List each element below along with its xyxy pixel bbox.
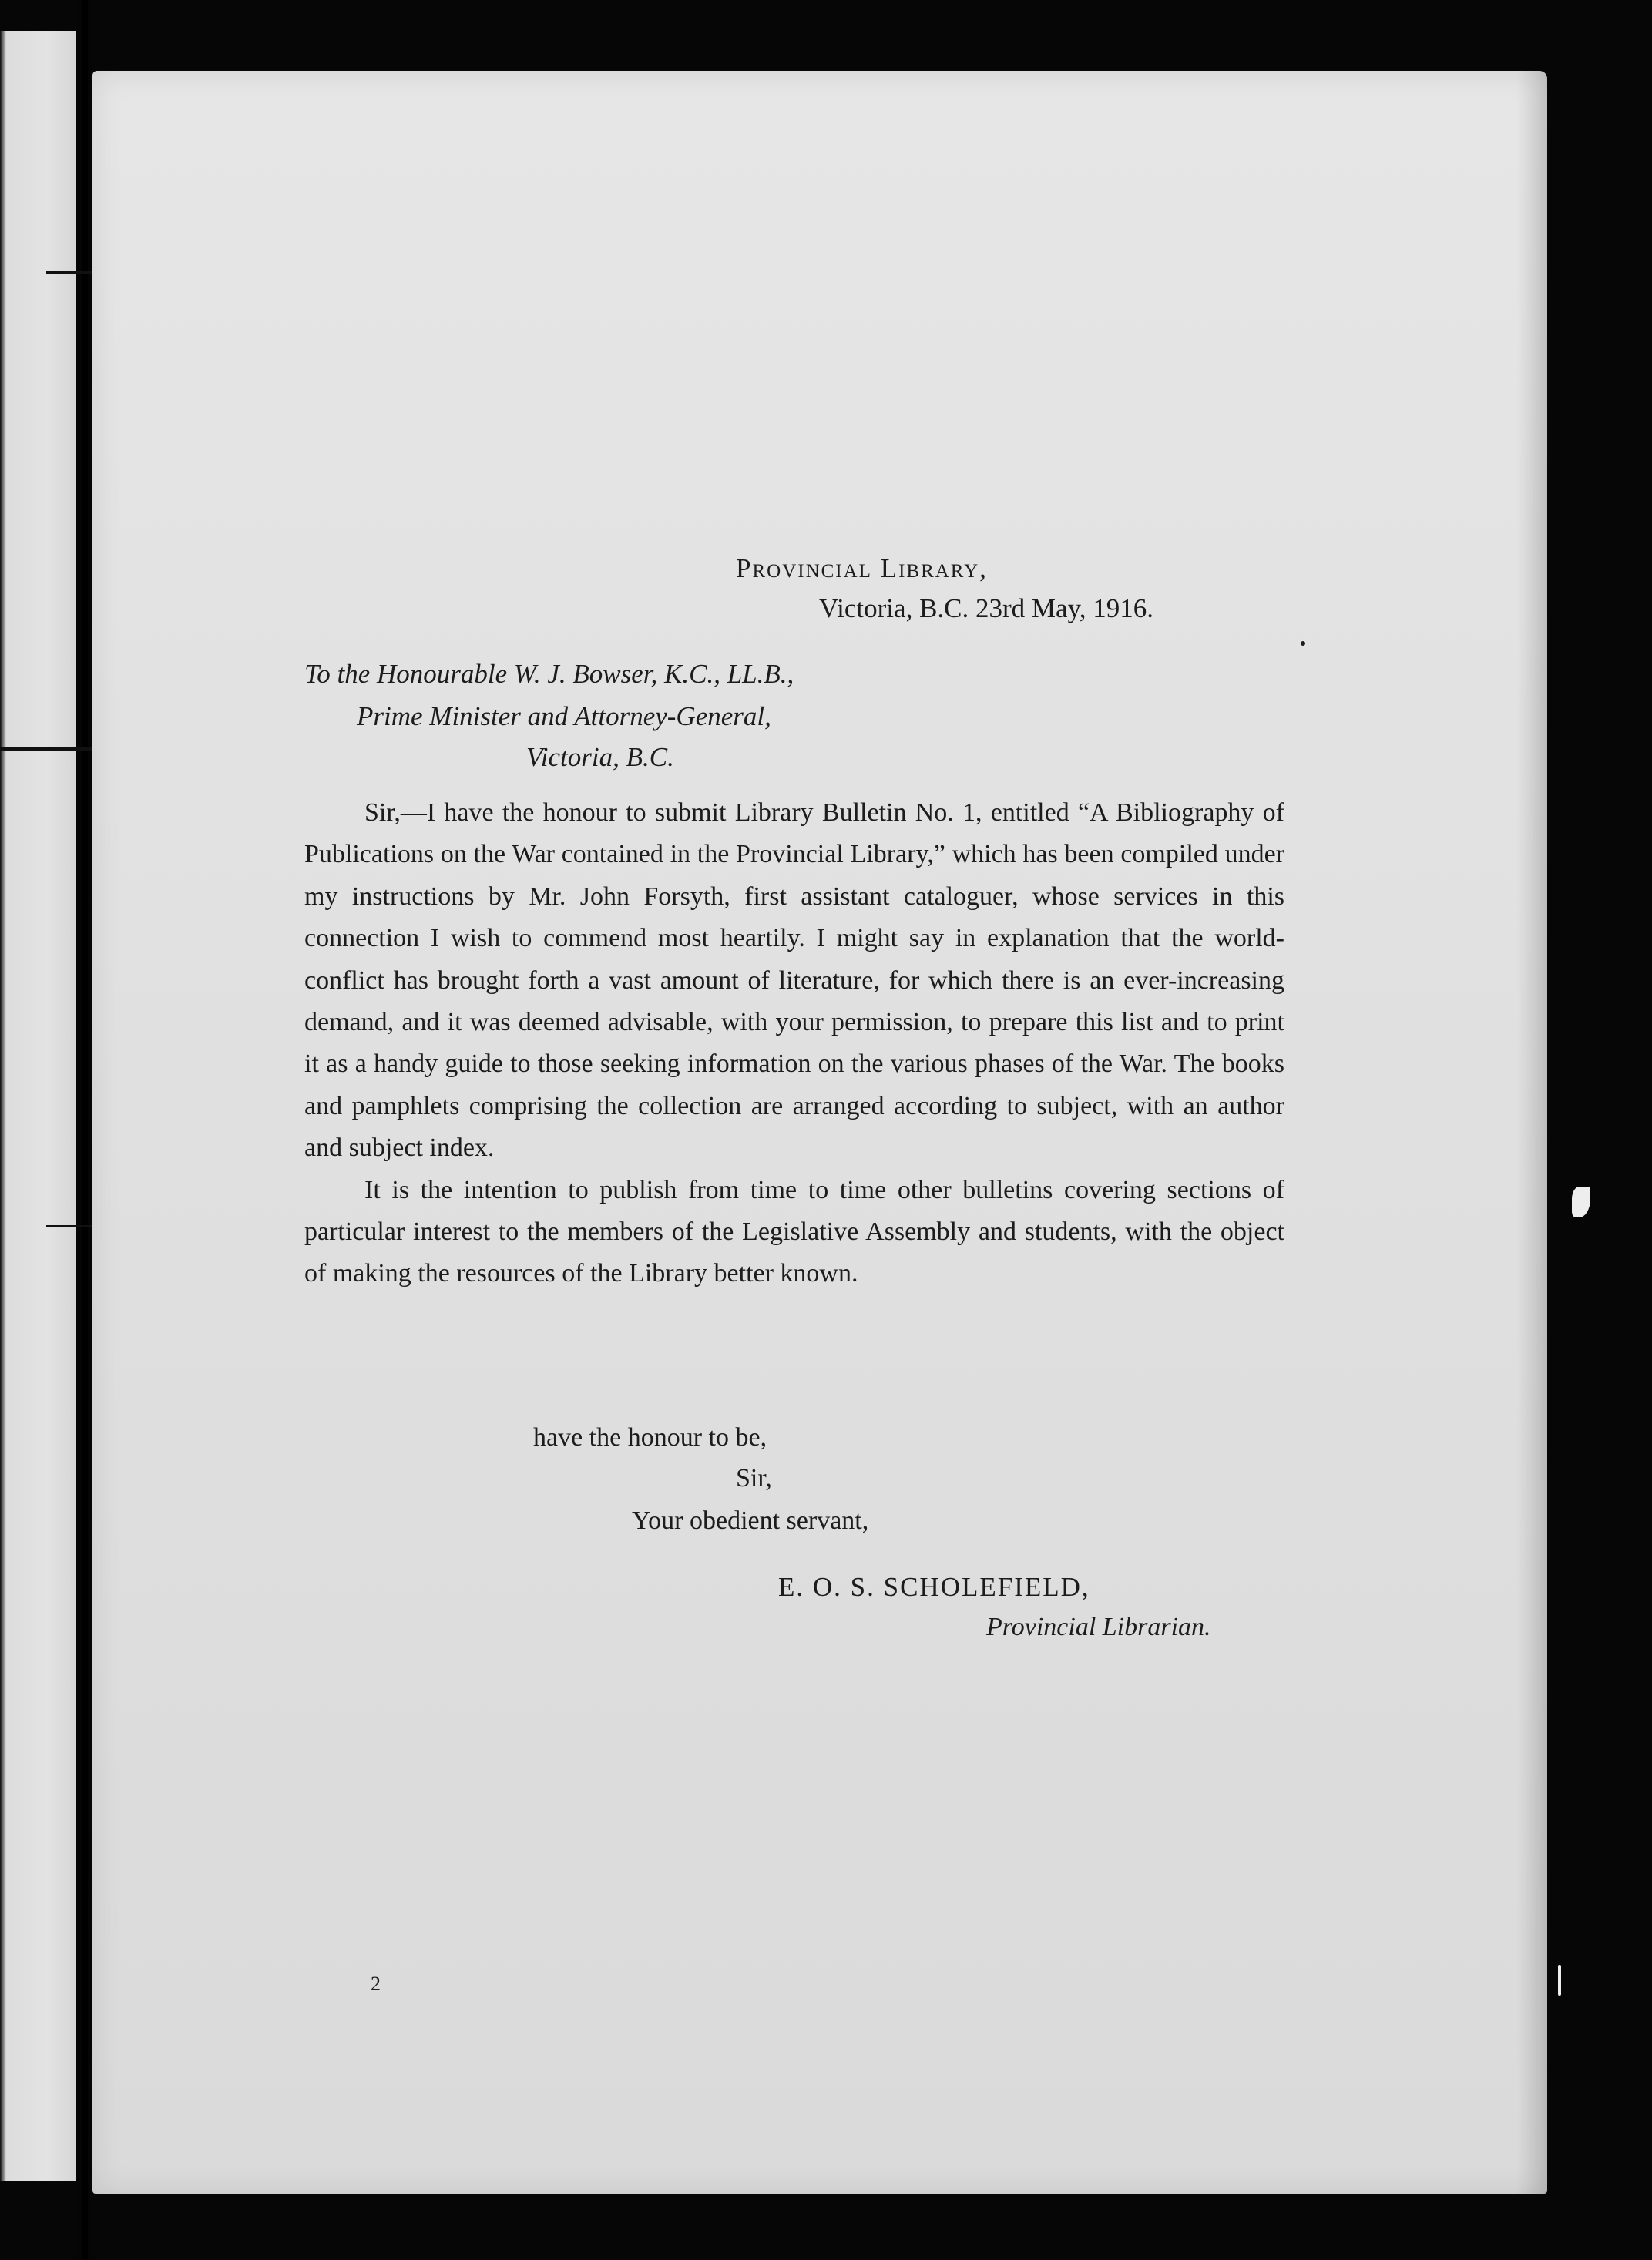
letterhead-line-2: Victoria, B.C. 23rd May, 1916. [819,593,1154,623]
spine-gutter [82,0,88,2260]
signature-title: Provincial Librarian. [986,1613,1211,1641]
address-line-2: Prime Minister and Attorney-General, [357,701,771,731]
body-paragraph-1: Sir,—I have the honour to submit Library Bulletin No. 1, entitled “A Bibliography of Publications on the War contained in the Provincial Library,” which has been compiled under my instructions by Mr. John Forsyth, first assistant cataloguer, whose services in this connection I wish to commend most heartily. I might say in explanation that the world-conflict has brought forth a vast amount of literature, for which there is an ever-increasing demand, and it was deemed advisable, with your permission, to prepare this list and to print it as a handy guide to those seeking information on the various phases of the War. The books and pamphlets comprising the collection are arranged according to subject, with an author and subject index. [304,798,1284,1163]
letter-body [304,792,1284,1295]
address-line-1: To the Honourable W. J. Bowser, K.C., LL.B., [304,659,794,689]
signature-name: E. O. S. SCHOLEFIELD, [778,1572,1090,1602]
scan-artifact [1558,1965,1561,1996]
page-number: 2 [371,1973,381,1995]
address-line-3: Victoria, B.C. [526,742,674,772]
page-edge-shadow [1516,71,1547,2194]
closing-line-3: Your obedient servant, [632,1506,869,1535]
letterhead-line-1: Provincial Library, [736,553,988,583]
closing-line-2: Sir, [736,1464,772,1493]
body-paragraph-2: It is the intention to publish from time to time other bulletins covering sections of particular interest to the members of the Legislative Assembly and students, with the object of making the resources of the Library better known. [304,1175,1284,1288]
ink-speck [1301,641,1305,646]
closing-line-1: have the honour to be, [533,1423,767,1452]
